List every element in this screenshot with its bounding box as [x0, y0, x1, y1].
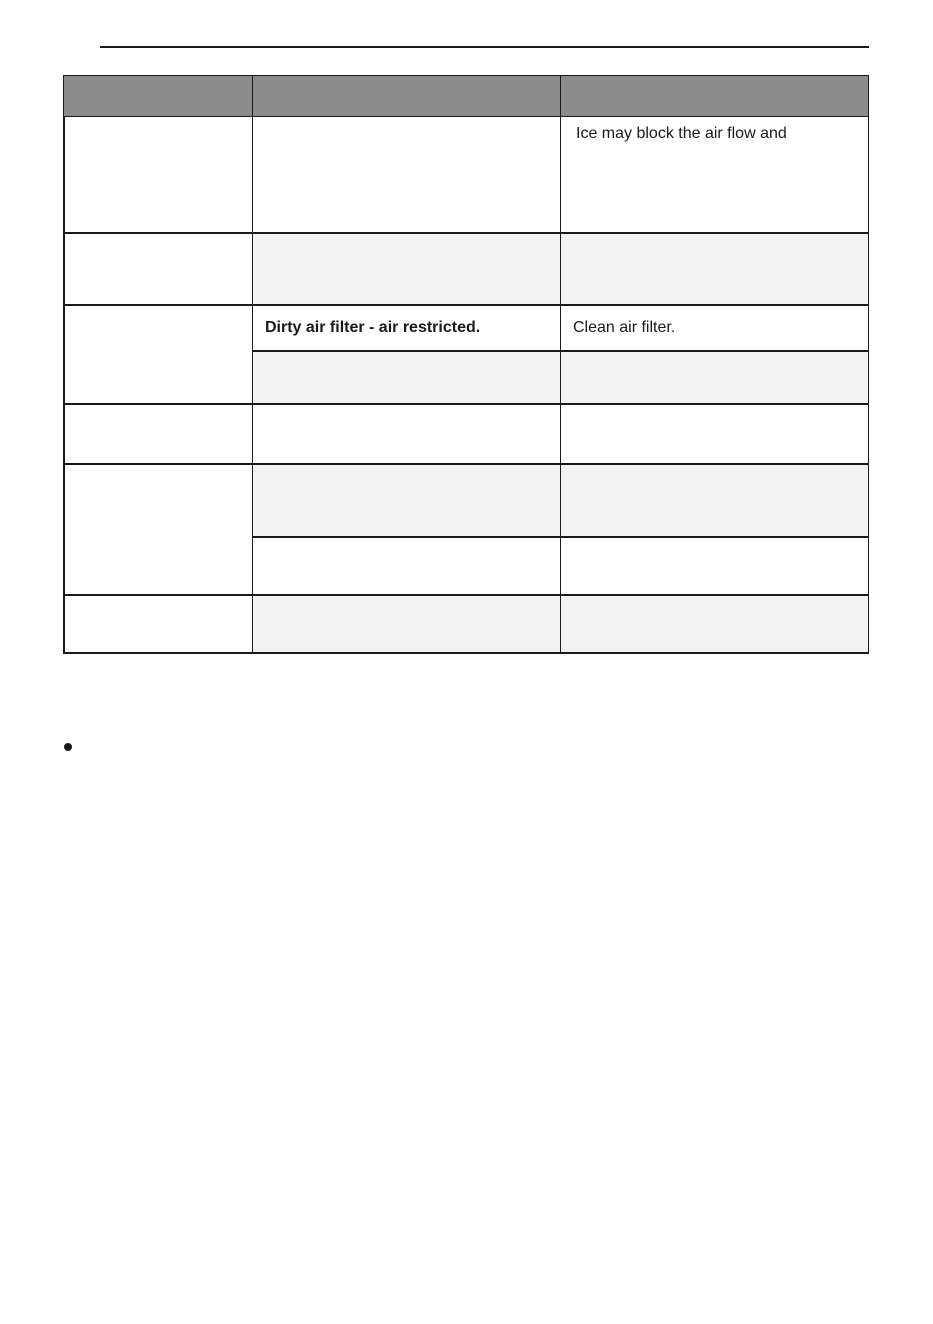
bullet-point [64, 743, 72, 751]
column-divider [560, 75, 561, 654]
solution-cell-row-3: Clean air filter. [573, 319, 676, 336]
table-bottom-border [63, 652, 869, 654]
column-divider [252, 75, 253, 654]
troubleshooting-table [63, 75, 869, 654]
sub-row-separator [253, 350, 869, 352]
row-separator [63, 594, 869, 596]
solution-cell-row-1: Ice may block the air flow and [576, 125, 787, 142]
table-header-row [63, 75, 869, 117]
row-separator [63, 232, 869, 234]
sub-row-separator [253, 536, 869, 538]
row-separator [63, 463, 869, 465]
row-separator [63, 304, 869, 306]
row-separator [63, 403, 869, 405]
top-rule [100, 46, 869, 48]
cause-cell-row-3: Dirty air filter - air restricted. [265, 319, 481, 336]
